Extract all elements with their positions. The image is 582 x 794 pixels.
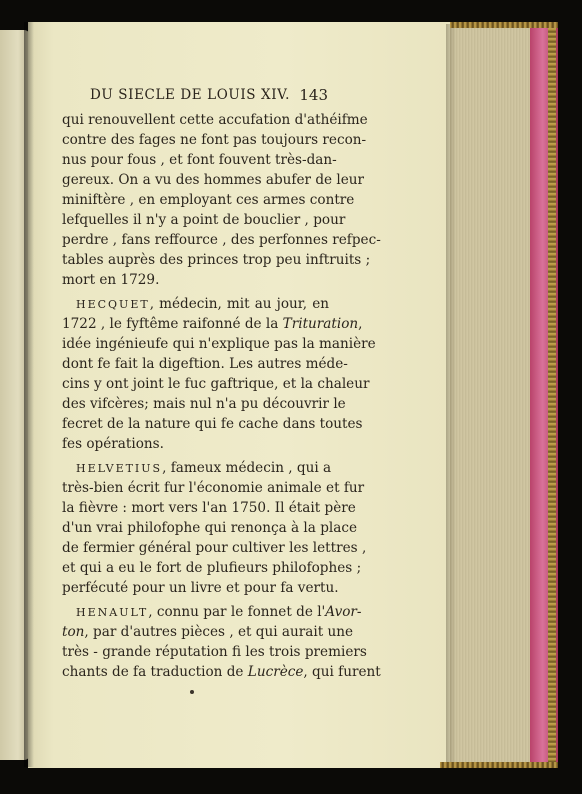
text-line: fes opérations. [62, 436, 164, 452]
text-line: lefquelles il n'y a point de bouclier , pour [62, 212, 346, 228]
text-line: cins y ont joint le fuc gaftrique, et la chaleur [62, 376, 370, 392]
gilt-spine-border [548, 24, 556, 768]
text-line: tables auprès des princes trop peu inftruits ; [62, 252, 371, 268]
gilt-top-border [450, 22, 558, 28]
text-line: gereux. On a vu des hommes abufer de leur [62, 172, 365, 188]
text-line: idée ingénieufe qui n'explique pas la manière [62, 336, 376, 352]
page-block-edges [450, 24, 534, 766]
entry-hecquet: HECQUET, médecin, mit au jour, en [76, 296, 329, 312]
text-line: ton, par d'autres pièces , et qui aurait une [62, 624, 354, 640]
text-line: qui renouvellent cette accufation d'athéifme [62, 112, 368, 128]
entry-name: HELVETIUS [76, 462, 163, 475]
entry-name: HECQUET [76, 298, 150, 311]
text-line: dont fe fait la digeftion. Les autres méde- [62, 356, 348, 372]
page-number: 143 [299, 86, 328, 104]
text-line: d'un vrai philofophe qui renonça à la place [62, 520, 358, 536]
text-line: de fermier général pour cultiver les lettres , [62, 540, 367, 556]
paper-speck [190, 690, 194, 694]
text-line: perfécuté pour un livre et pour fa vertu. [62, 580, 339, 596]
entry-helvetius: HELVETIUS, fameux médecin , qui a [76, 460, 332, 476]
text-line: mort en 1729. [62, 272, 160, 288]
text-line: très-bien écrit fur l'économie animale et fur [62, 480, 365, 496]
text-line: très - grande réputation fi les trois premiers [62, 644, 367, 660]
text-line: chants de fa traduction de Lucrèce, qui furent [62, 664, 381, 680]
page-block-shadow [446, 24, 456, 766]
running-title: DU SIECLE DE LOUIS XIV. [90, 87, 291, 103]
gilt-bottom-border [440, 762, 558, 768]
text-line: la fièvre : mort vers l'an 1750. Il était père [62, 500, 356, 516]
text-line: et qui a eu le fort de plufieurs philofophes ; [62, 560, 362, 576]
text-line: fecret de la nature qui fe cache dans toutes [62, 416, 363, 432]
text-line: des vifcères; mais nul n'a pu découvrir le [62, 396, 346, 412]
entry-henault: HENAULT, connu par le fonnet de l'Avor- [76, 604, 362, 620]
text-line: nus pour fous , et font fouvent très-dan- [62, 152, 337, 168]
running-header [90, 87, 328, 103]
entry-name: HENAULT [76, 606, 149, 619]
gutter-shadow [24, 22, 34, 767]
text-line: contre des fages ne font pas toujours recon- [62, 132, 367, 148]
text-line: miniftère , en employant ces armes contre [62, 192, 355, 208]
text-line: perdre , fans reffource , des perfonnes refpec- [62, 232, 381, 248]
text-line: 1722 , le fyftême raifonné de la Trituration, [62, 316, 363, 332]
